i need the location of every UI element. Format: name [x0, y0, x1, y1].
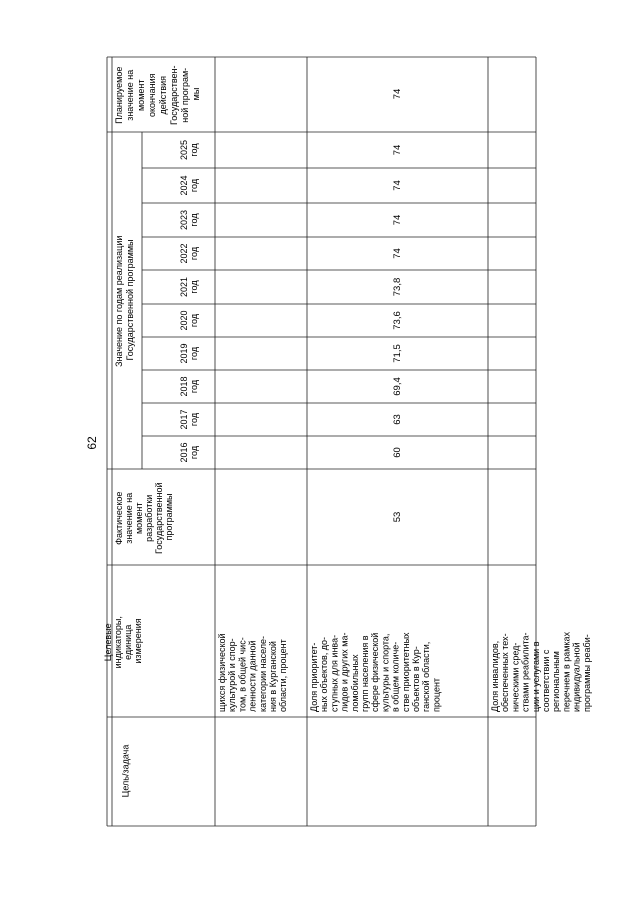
year-label: 2023 [179, 209, 189, 231]
year-unit-label: год [189, 346, 199, 361]
svg-text:2022год [179, 243, 199, 263]
year-header [179, 442, 199, 462]
row-indicator-line: ганской области, [421, 641, 432, 712]
row-indicator-line: области, процент [278, 639, 289, 712]
header-planned-line: действия [158, 75, 168, 115]
row-planned-value: 74 [392, 88, 404, 100]
row-year-value: 74 [392, 180, 404, 191]
row-year-value: 73,6 [392, 311, 404, 330]
table-body [217, 89, 640, 712]
row-indicator-line: обеспеченных тех- [500, 633, 511, 712]
svg-text:2018год [179, 376, 199, 396]
row-indicator-line: перечнем в рамках [561, 631, 572, 712]
year-unit-label: год [189, 178, 199, 193]
row-indicator [309, 632, 441, 712]
header-indicator-line: Целевые [103, 623, 113, 662]
svg-text:2023год [179, 210, 199, 230]
row-indicator-line: щихся физической [217, 633, 227, 712]
header-planned-line: мы [191, 87, 201, 101]
row-indicator-line: Доля инвалидов, [490, 640, 500, 712]
svg-text:2020год [179, 310, 199, 330]
year-label: 2019 [179, 343, 189, 364]
year-headers [179, 140, 199, 463]
table-row [309, 89, 441, 712]
svg-text:Целевые индикаторы, [103, 614, 143, 669]
year-unit-label: год [189, 143, 199, 157]
year-header [179, 210, 199, 230]
year-header [179, 243, 199, 263]
header-planned-line: Государствен- [169, 65, 179, 126]
row-year-value: 74 [392, 248, 404, 259]
svg-text:2021год [179, 277, 199, 297]
row-indicator-line: ных объектов, до- [319, 636, 330, 712]
header-planned [114, 63, 201, 125]
header-actual-line: момент [134, 502, 144, 534]
header-indicator [103, 614, 143, 669]
row-year-value: 69,4 [392, 377, 404, 396]
row-year-value: 74 [392, 214, 404, 226]
svg-text:Доля инвалидов,обеспеченных те [490, 631, 592, 712]
row-actual-value: 53 [392, 511, 404, 523]
row-indicator-line: объектов в Кур- [411, 646, 421, 712]
header-actual-line: значение на [124, 492, 134, 544]
row-indicator-line: ции и услугами в [530, 641, 541, 712]
header-indicator-line: индикаторы, [113, 616, 123, 669]
row-indicator [217, 633, 288, 712]
row-year-value: 71,5 [392, 344, 404, 363]
year-label: 2022 [179, 243, 189, 264]
row-indicator-line: региональным [551, 651, 562, 712]
svg-text:Доля приоритет-ных объектов, д [309, 632, 441, 712]
row-indicator-line: стве приоритетных [400, 632, 411, 712]
row-indicator-line: индивидуальной [571, 642, 582, 712]
header-actual-line: программы [164, 493, 174, 541]
row-indicator-line: культуры и спорта, [380, 633, 391, 712]
year-label: 2021 [179, 276, 189, 298]
year-unit-label: год [189, 379, 199, 394]
row-indicator-line: в общем количе- [390, 641, 401, 712]
header-actual-line: Государственной [154, 482, 164, 555]
header-actual [114, 480, 174, 554]
svg-text:2016год [179, 442, 199, 462]
header-indicator-line: единица [123, 624, 133, 660]
row-indicator-line: ния в Курганской [268, 641, 278, 712]
row-year-value: 74 [392, 144, 404, 156]
year-label: 2016 [179, 442, 189, 463]
row-indicator-line: ступных для инва- [329, 634, 340, 712]
year-header [179, 376, 199, 396]
header-actual-line: разработки [144, 494, 154, 542]
header-implementation [114, 233, 135, 367]
year-header [179, 140, 199, 160]
row-year-value: 73,8 [392, 277, 404, 297]
header-planned-line: ной програм- [180, 67, 190, 123]
header-planned-line: момент [136, 79, 146, 111]
svg-text:2025год [179, 140, 199, 160]
row-indicator-line: ломобильных [349, 654, 360, 712]
header-planned-line: Планируемое [114, 66, 124, 124]
row-indicator-line: соответствии с [541, 649, 551, 712]
table-row [217, 633, 288, 712]
year-unit-label: год [189, 412, 199, 427]
svg-text:Фактическое значение на [114, 480, 174, 554]
header-goal: Цель/задача [120, 744, 131, 798]
svg-text:2017год [179, 409, 199, 429]
year-header [179, 409, 199, 429]
year-unit-label: год [189, 246, 199, 261]
header-indicator-line: измерения [133, 618, 143, 664]
row-indicator-line: лидов и других ма- [339, 632, 350, 712]
svg-text:Планируемое значение на [114, 63, 201, 125]
row-indicator-line: том, в общей чис- [237, 637, 248, 712]
header-actual-line: Фактическое [114, 491, 124, 545]
year-header [179, 277, 199, 297]
row-indicator-line: сфере физической [370, 632, 381, 712]
row-indicator-line: ствами реабилита- [520, 632, 531, 712]
svg-text:щихся физическойкультурой и сп [217, 633, 288, 712]
year-unit-label: год [189, 313, 199, 328]
year-unit-label: год [189, 213, 199, 227]
year-header [179, 310, 199, 330]
row-indicator-line: культурой и спор- [227, 638, 238, 712]
year-unit-label: год [189, 280, 199, 294]
row-indicator-line: процент [431, 677, 442, 712]
header-implementation-line: Значение по годам реализации [114, 235, 124, 367]
year-label: 2017 [179, 409, 189, 430]
row-indicator-line: ленности данной [247, 640, 258, 712]
row-indicator-line: Доля приоритет- [309, 642, 319, 712]
row-indicator-line: ническими сред- [510, 642, 521, 712]
svg-text:Значение по годам реализации [114, 233, 135, 367]
row-indicator-line: категории населе- [257, 635, 268, 712]
row-indicator-line: программы реаби- [581, 634, 592, 712]
year-label: 2024 [179, 175, 189, 196]
year-header [179, 343, 199, 363]
row-indicator-line: групп населения в [360, 635, 370, 712]
header-planned-line: значение на [125, 69, 135, 121]
svg-text:2024год [179, 175, 199, 195]
year-header [179, 175, 199, 195]
row-year-value: 63 [392, 414, 404, 425]
row-indicator [490, 631, 592, 712]
svg-text:2019год [179, 343, 199, 363]
header-implementation-line: Государственной программы [125, 239, 135, 361]
header-planned-line: окончания [147, 73, 157, 118]
year-label: 2025 [179, 139, 189, 161]
row-year-value: 60 [392, 447, 404, 458]
year-label: 2018 [179, 376, 189, 397]
page-number: 62 [85, 436, 100, 450]
table-row [490, 89, 640, 712]
year-unit-label: год [189, 445, 199, 460]
year-label: 2020 [179, 310, 189, 331]
